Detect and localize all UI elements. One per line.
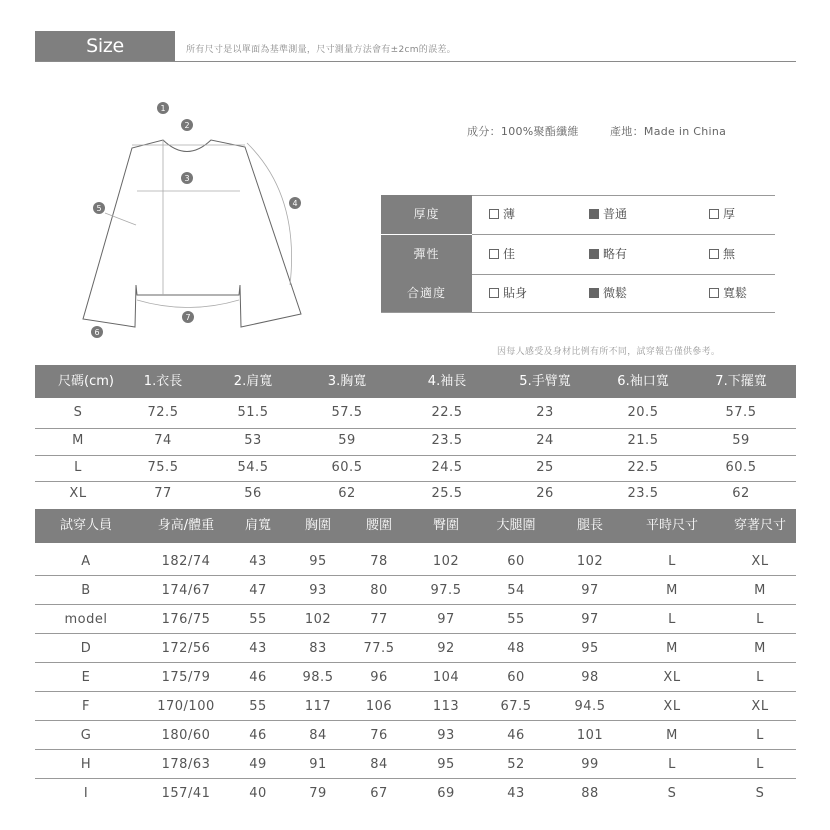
table-cell: 77 — [154, 486, 172, 501]
table-cell: 101 — [576, 728, 604, 743]
table-cell: S — [667, 786, 677, 801]
table-cell: 54.5 — [237, 460, 269, 475]
table-cell: M — [666, 728, 678, 743]
table-cell: 60 — [507, 554, 525, 569]
checkbox-empty-icon — [709, 209, 719, 219]
table-cell: 25.5 — [431, 486, 463, 501]
table-cell: 182/74 — [161, 554, 211, 569]
feel-label: 彈性 — [381, 235, 472, 274]
table-cell: 46 — [249, 670, 267, 685]
fit-table-header — [35, 509, 796, 543]
fit-header-cell: 腿長 — [576, 518, 603, 533]
table-cell: 62 — [732, 486, 750, 501]
table-cell: 93 — [437, 728, 455, 743]
table-cell: M — [666, 641, 678, 656]
table-cell: XL — [663, 699, 681, 714]
checkbox-filled-icon — [589, 288, 599, 298]
table-cell: 98 — [581, 670, 599, 685]
table-cell: 92 — [437, 641, 455, 656]
table-cell: 43 — [249, 554, 267, 569]
table-cell: D — [80, 641, 92, 656]
size-header-cell: 1.衣長 — [143, 374, 183, 389]
table-cell: 59 — [732, 433, 750, 448]
table-cell: 180/60 — [161, 728, 211, 743]
checkbox-empty-icon — [489, 288, 499, 298]
table-cell: 24.5 — [431, 460, 463, 475]
table-cell: 69 — [437, 786, 455, 801]
fit-header-cell: 胸圍 — [304, 518, 331, 533]
header-divider — [35, 61, 796, 62]
table-row — [35, 750, 796, 779]
table-cell: 98.5 — [302, 670, 334, 685]
table-cell: 46 — [249, 728, 267, 743]
checkbox-empty-icon — [709, 288, 719, 298]
table-cell: 83 — [309, 641, 327, 656]
table-cell: 43 — [249, 641, 267, 656]
marker-1-label: 1 — [160, 104, 166, 113]
marker-6-label: 6 — [94, 328, 100, 337]
table-row — [35, 481, 796, 507]
table-cell: 96 — [370, 670, 388, 685]
table-cell: 97.5 — [430, 583, 462, 598]
feel-row-fit — [381, 274, 775, 313]
table-cell: model — [64, 612, 108, 627]
size-header-cell: 3.胸寬 — [327, 374, 367, 389]
table-cell: L — [756, 612, 764, 627]
table-cell: 157/41 — [161, 786, 211, 801]
feel-row-thickness — [381, 195, 775, 234]
table-cell: 117 — [304, 699, 332, 714]
table-cell: 23 — [536, 405, 554, 420]
table-cell: L — [668, 757, 676, 772]
table-cell: 78 — [370, 554, 388, 569]
feel-option: 無 — [709, 235, 735, 274]
size-header-cell: 4.袖長 — [427, 374, 467, 389]
table-row — [35, 400, 796, 426]
checkbox-filled-icon — [589, 209, 599, 219]
table-cell: 60.5 — [331, 460, 363, 475]
checkbox-empty-icon — [489, 209, 499, 219]
table-cell: 94.5 — [574, 699, 606, 714]
table-cell: 59 — [338, 433, 356, 448]
table-cell: 23.5 — [431, 433, 463, 448]
table-cell: 102 — [432, 554, 460, 569]
table-cell: M — [72, 433, 84, 448]
material-info: 成分：100%聚酯纖維 — [467, 125, 579, 138]
table-cell: 174/67 — [161, 583, 211, 598]
table-cell: B — [81, 583, 91, 598]
table-cell: 172/56 — [161, 641, 211, 656]
sleeve-guide — [247, 143, 292, 285]
table-cell: L — [756, 670, 764, 685]
table-cell: 24 — [536, 433, 554, 448]
table-row — [35, 663, 796, 692]
marker-5-label: 5 — [96, 204, 102, 213]
feel-option: 貼身 — [489, 274, 527, 313]
table-cell: 48 — [507, 641, 525, 656]
table-cell: XL — [751, 699, 769, 714]
table-cell: L — [756, 728, 764, 743]
marker-3-label: 3 — [184, 174, 190, 183]
table-cell: S — [755, 786, 765, 801]
table-cell: 95 — [309, 554, 327, 569]
table-cell: 77.5 — [363, 641, 395, 656]
fit-header-cell: 試穿人員 — [59, 518, 112, 533]
table-cell: 79 — [309, 786, 327, 801]
table-cell: 55 — [507, 612, 525, 627]
checkbox-empty-icon — [489, 249, 499, 259]
marker-2-label: 2 — [184, 121, 190, 130]
table-cell: 52 — [507, 757, 525, 772]
table-cell: 47 — [249, 583, 267, 598]
table-cell: 62 — [338, 486, 356, 501]
fit-header-cell: 腰圍 — [365, 518, 392, 533]
table-cell: 95 — [437, 757, 455, 772]
size-table-header — [35, 365, 796, 398]
table-cell: 95 — [581, 641, 599, 656]
fit-header-cell: 穿著尺寸 — [733, 518, 786, 533]
feel-option: 寬鬆 — [709, 274, 747, 313]
size-header-cell: 2.肩寬 — [233, 374, 273, 389]
hem-guide — [137, 300, 239, 308]
fit-header-cell: 身高/體重 — [157, 518, 215, 533]
table-cell: 49 — [249, 757, 267, 772]
table-cell: 60 — [507, 670, 525, 685]
origin-info: 產地：Made in China — [610, 125, 727, 138]
table-row — [35, 576, 796, 605]
size-header-cell: 5.手臂寬 — [519, 374, 571, 389]
table-cell: A — [81, 554, 91, 569]
table-cell: 40 — [249, 786, 267, 801]
table-cell: 26 — [536, 486, 554, 501]
checkbox-empty-icon — [709, 249, 719, 259]
fit-header-cell: 臀圍 — [432, 518, 459, 533]
table-cell: 67 — [370, 786, 388, 801]
table-cell: 53 — [244, 433, 262, 448]
garment-diagram — [75, 95, 335, 350]
table-cell: 72.5 — [147, 405, 179, 420]
table-cell: 93 — [309, 583, 327, 598]
fit-header-cell: 平時尺寸 — [645, 518, 698, 533]
fabric-feel-table — [381, 195, 775, 313]
table-cell: 23.5 — [627, 486, 659, 501]
table-cell: L — [756, 757, 764, 772]
table-cell: 22.5 — [627, 460, 659, 475]
feel-row-elasticity — [381, 235, 775, 274]
table-cell: 102 — [304, 612, 332, 627]
table-cell: F — [82, 699, 90, 714]
table-cell: G — [80, 728, 92, 743]
table-cell: 54 — [507, 583, 525, 598]
size-header-cell: 6.袖口寬 — [617, 374, 669, 389]
table-cell: 84 — [370, 757, 388, 772]
table-cell: 57.5 — [331, 405, 363, 420]
table-cell: 170/100 — [157, 699, 215, 714]
table-cell: XL — [751, 554, 769, 569]
table-cell: 51.5 — [237, 405, 269, 420]
checkbox-filled-icon — [589, 249, 599, 259]
table-cell: 25 — [536, 460, 554, 475]
table-cell: 21.5 — [627, 433, 659, 448]
fit-disclaimer: 因每人感受及身材比例有所不同，試穿報告僅供參考。 — [497, 347, 721, 357]
garment-outline — [83, 140, 301, 327]
marker-4-label: 4 — [292, 199, 298, 208]
table-cell: 175/79 — [161, 670, 211, 685]
table-cell: 104 — [432, 670, 460, 685]
marker-7-label: 7 — [185, 313, 191, 322]
feel-label: 厚度 — [381, 195, 472, 234]
table-cell: 176/75 — [161, 612, 211, 627]
table-cell: 20.5 — [627, 405, 659, 420]
feel-option: 微鬆 — [589, 274, 627, 313]
table-row — [35, 634, 796, 663]
table-cell: 46 — [507, 728, 525, 743]
table-cell: 74 — [154, 433, 172, 448]
feel-label: 合適度 — [381, 274, 472, 313]
table-cell: 88 — [581, 786, 599, 801]
size-header-cell: 尺碼(cm) — [58, 374, 114, 389]
table-cell: 55 — [249, 612, 267, 627]
table-cell: 55 — [249, 699, 267, 714]
table-cell: 22.5 — [431, 405, 463, 420]
table-cell: I — [83, 786, 89, 801]
table-cell: 84 — [309, 728, 327, 743]
table-cell: M — [666, 583, 678, 598]
arm-guide — [105, 213, 136, 225]
table-cell: M — [754, 583, 766, 598]
table-cell: 106 — [365, 699, 393, 714]
measurement-note: 所有尺寸是以單面為基準測量，尺寸測量方法會有±2cm的誤差。 — [186, 45, 456, 55]
page-title: Size Information — [35, 31, 175, 61]
table-cell: 57.5 — [725, 405, 757, 420]
table-cell: 77 — [370, 612, 388, 627]
table-cell: M — [754, 641, 766, 656]
feel-option: 厚 — [709, 195, 735, 234]
table-row — [35, 692, 796, 721]
table-cell: 99 — [581, 757, 599, 772]
table-cell: L — [668, 612, 676, 627]
table-cell: 76 — [370, 728, 388, 743]
fit-header-cell: 大腿圍 — [496, 518, 536, 533]
table-cell: 91 — [309, 757, 327, 772]
table-cell: S — [73, 405, 83, 420]
table-cell: 56 — [244, 486, 262, 501]
table-cell: 113 — [432, 699, 460, 714]
table-cell: 60.5 — [725, 460, 757, 475]
table-cell: 97 — [437, 612, 455, 627]
size-header-cell: 7.下擺寬 — [715, 374, 767, 389]
table-cell: 178/63 — [161, 757, 211, 772]
table-cell: 97 — [581, 583, 599, 598]
table-cell: 43 — [507, 786, 525, 801]
feel-option: 普通 — [589, 195, 627, 234]
feel-option: 薄 — [489, 195, 515, 234]
table-cell: 75.5 — [147, 460, 179, 475]
table-cell: 97 — [581, 612, 599, 627]
table-cell: L — [74, 460, 82, 475]
feel-option: 略有 — [589, 235, 627, 274]
table-row — [35, 605, 796, 634]
table-row — [35, 428, 796, 454]
table-cell: 102 — [576, 554, 604, 569]
table-cell: H — [80, 757, 92, 772]
table-cell: 67.5 — [500, 699, 532, 714]
table-cell: XL — [663, 670, 681, 685]
table-row — [35, 779, 796, 808]
feel-rule — [381, 312, 775, 313]
feel-option: 佳 — [489, 235, 515, 274]
table-row — [35, 547, 796, 576]
table-cell: L — [668, 554, 676, 569]
table-cell: E — [81, 670, 91, 685]
fit-header-cell: 肩寬 — [244, 518, 271, 533]
table-row — [35, 721, 796, 750]
table-cell: XL — [69, 486, 87, 501]
table-cell: 80 — [370, 583, 388, 598]
table-row — [35, 455, 796, 481]
